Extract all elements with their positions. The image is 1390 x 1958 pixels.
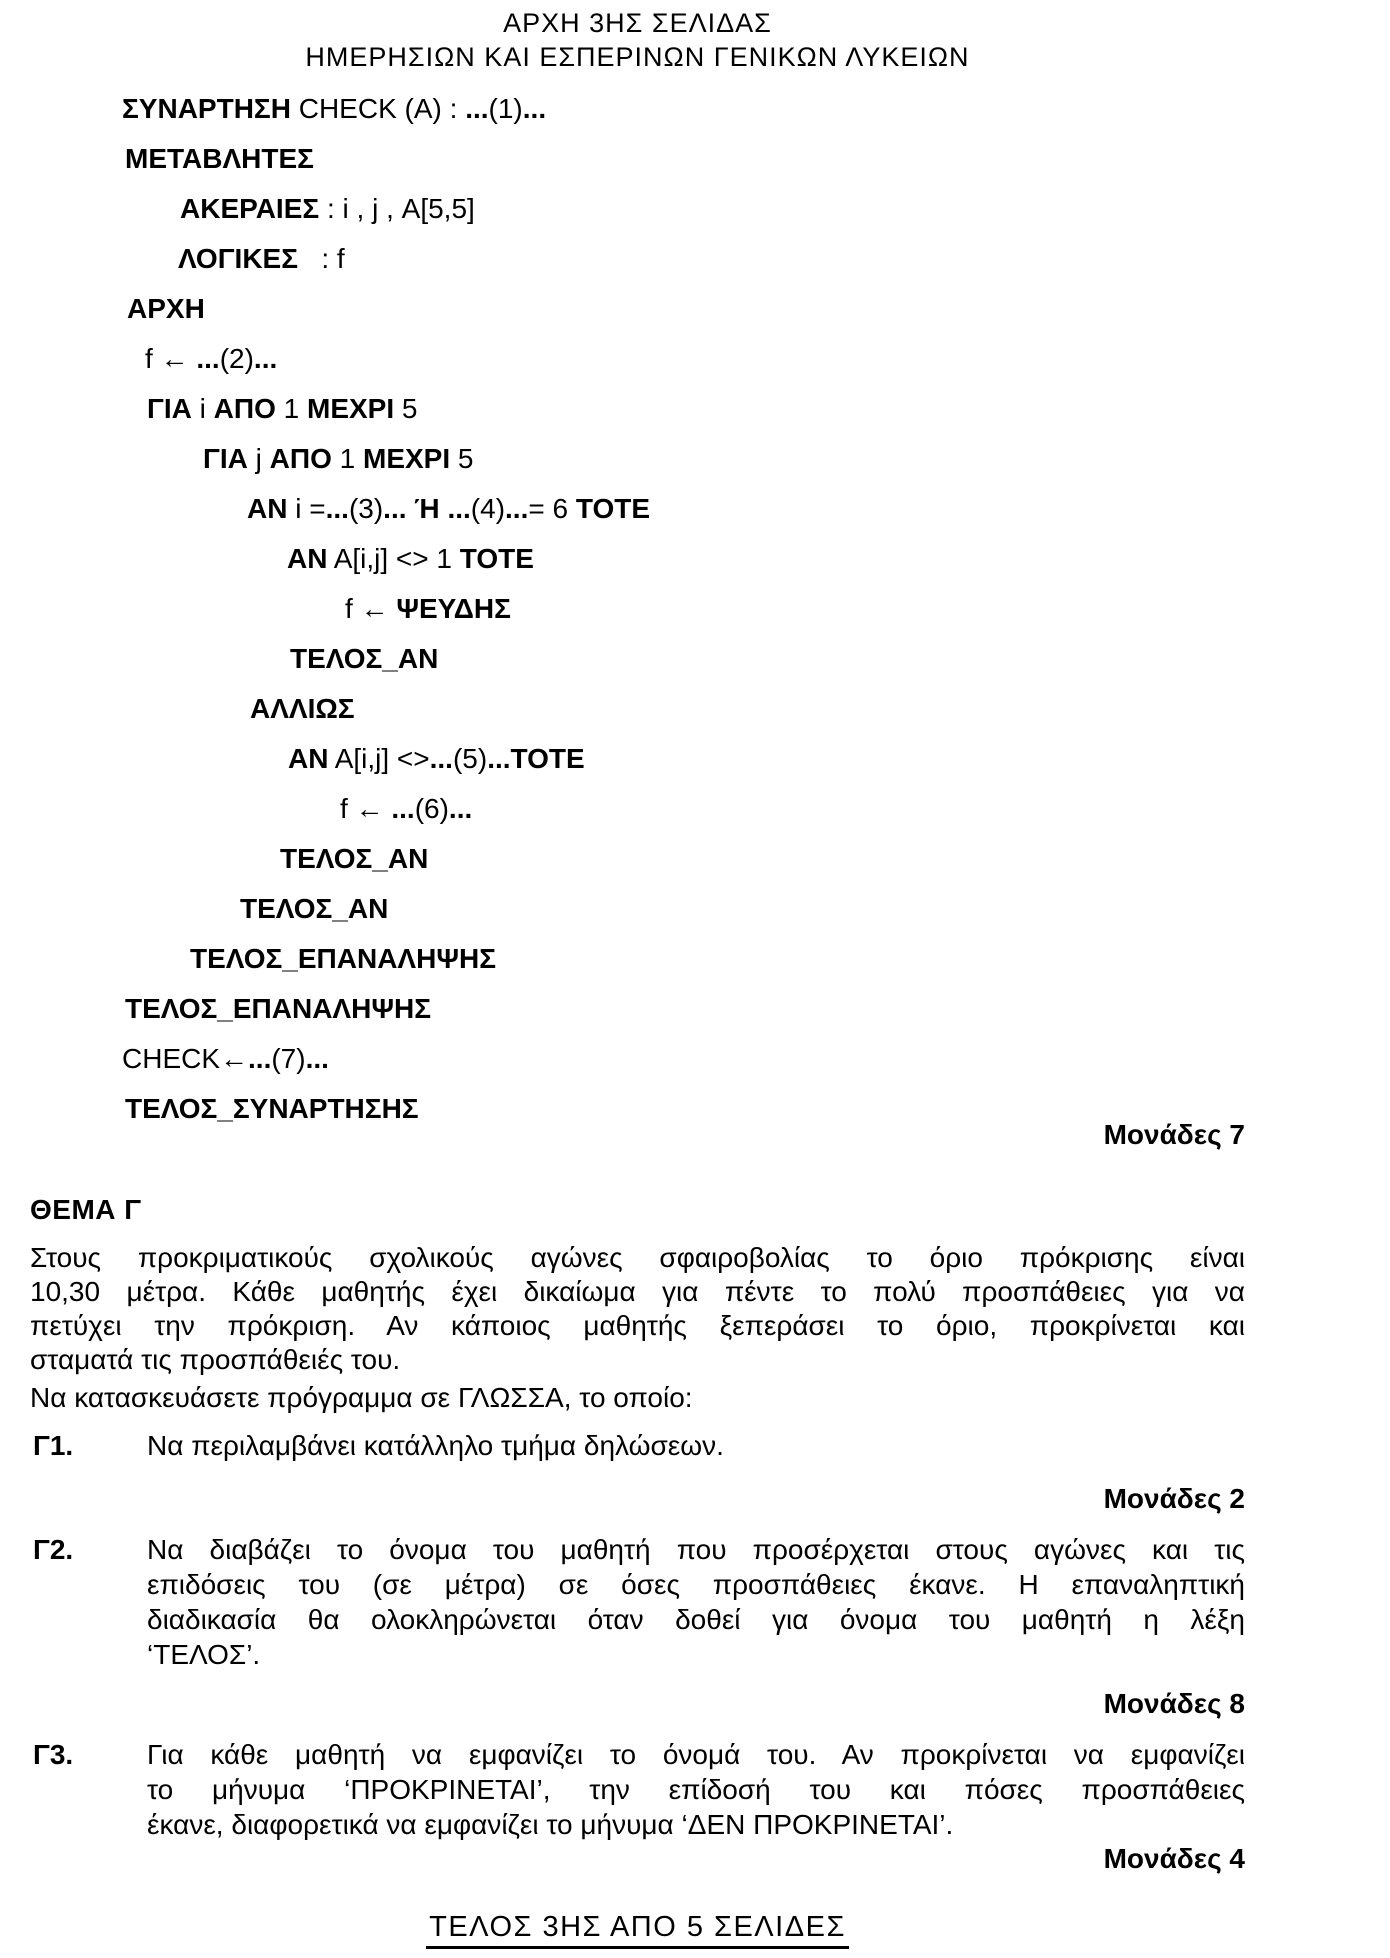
questions-section [30,1428,1245,1876]
code-segment: = 6 [528,493,576,524]
code-segment: Α[i,j] <> [328,743,430,774]
code-segment: ΤΕΛΟΣ_ΕΠΑΝΑΛΗΨΗΣ [190,943,496,974]
code-line [280,834,1245,884]
code-segment: ΣΥΝΑΡΤΗΣΗ [122,93,291,124]
code-line [190,934,1245,984]
code-segment: ΑΠΟ [213,393,276,424]
code-line [180,184,1245,234]
code-segment: ... [429,743,453,774]
code-line [287,534,1245,584]
question-body [147,1737,1245,1842]
question-line: Για κάθε μαθητή να εμφανίζει το όνομά του. Αν προκρίνεται να εμφανίζει [147,1739,1245,1770]
question-line: Να διαβάζει το όνομα του μαθητή που προσέρχεται στους αγώνες και τις [147,1534,1245,1565]
code-segment: f ← [340,793,392,824]
code-segment: ΤΟΤΕ [510,743,585,774]
code-segment: (7) [271,1043,306,1074]
code-segment: ΤΕΛΟΣ_ΑΝ [280,843,429,874]
code-segment: ΑΝ [287,543,328,574]
code-segment: CHECK (Α) : [290,93,466,124]
code-segment: ΤΕΛΟΣ_ΑΝ [240,893,389,924]
code-segment: i = [287,493,326,524]
code-line [290,634,1245,684]
code-segment: ΤΟΤΕ [575,493,651,524]
code-segment: ΤΕΛΟΣ_ΑΝ [290,643,439,674]
theme-title: ΘΕΜΑ Γ [30,1194,142,1225]
page-footer [30,1909,1245,1945]
page-header [30,6,1245,74]
code-line [288,734,1245,784]
question-row [30,1737,1245,1842]
code-segment: ... [253,343,278,374]
code-line [125,134,1245,184]
code-segment: ... [448,793,473,824]
question-row [30,1532,1245,1672]
code-line [122,1034,1245,1084]
code-segment: ... [248,1043,272,1074]
code-segment: 5 [394,393,418,424]
footer-text: ΤΕΛΟΣ 3ΗΣ ΑΠΟ 5 ΣΕΛΙΔΕΣ [426,1911,849,1949]
code-line [250,684,1245,734]
code-segment: ... [196,343,220,374]
code-segment: ΑΚΕΡΑΙΕΣ [180,193,320,224]
code-segment: (5) [452,743,488,774]
intro-line: 10,30 μέτρα. Κάθε μαθητής έχει δικαίωμα για πέντε το πολύ προσπάθειες για να [30,1276,1245,1307]
code-line [203,434,1245,484]
question-body [147,1532,1245,1672]
code-line [247,484,1245,534]
code-segment: ΜΕΧΡΙ [363,443,451,474]
question-label: Γ2. [33,1534,74,1565]
code-line [345,584,1245,634]
marks-label: Μονάδες 8 [1103,1688,1245,1719]
code-segment: ... [487,743,511,774]
code-segment: ΑΡΧΗ [127,293,205,324]
marks-label: Μονάδες 2 [1103,1483,1245,1514]
code-line [147,384,1245,434]
code-segment: Α[i,j] <> 1 [327,543,460,574]
code-segment: ... [505,493,529,524]
intro-line: Στους προκριματικούς σχολικούς αγώνες σφαιροβολίας το όριο πρόκρισης είναι [30,1242,1245,1273]
code-segment: : f [298,243,345,274]
code-line [340,784,1245,834]
code-segment: (2) [219,343,254,374]
code-segment: 1 [275,393,307,424]
code-segment: ΤΕΛΟΣ_ΕΠΑΝΑΛΗΨΗΣ [125,993,431,1024]
question-line: διαδικασία θα ολοκληρώνεται όταν δοθεί για όνομα του μαθητή η λέξη [147,1604,1245,1635]
code-segment: f ← [345,593,397,624]
code-segment: ΑΝ [288,743,329,774]
question-line: το μήνυμα ‘ΠΡΟΚΡΙΝΕΤΑΙ’, την επίδοσή του και πόσες προσπάθειες [147,1774,1245,1805]
question-line: ‘ΤΕΛΟΣ’. [147,1639,261,1670]
question-label: Γ3. [33,1739,74,1770]
code-segment: ΓΙΑ [203,443,248,474]
question-line: επιδόσεις του (σε μέτρα) σε όσες προσπάθειες έκανε. Η επαναληπτική [147,1569,1245,1600]
code-segment: : i , j , Α[5,5] [319,193,475,224]
code-segment: (4) [470,493,506,524]
header-line-1: ΑΡΧΗ 3ΗΣ ΣΕΛΙΔΑΣ [503,8,772,38]
code-segment: j [247,443,270,474]
code-segment: 5 [450,443,474,474]
theme-lead: Να κατασκευάσετε πρόγραμμα σε ΓΛΩΣΣΑ, το οποίο: [30,1382,693,1413]
code-segment: ΨΕΥΔΗΣ [396,593,511,624]
code-line [125,984,1245,1034]
theme-intro [30,1241,1245,1377]
code-segment: CHECK← [122,1043,249,1074]
code-line [145,334,1245,384]
code-line [240,884,1245,934]
code-segment: ΤΟΤΕ [459,543,534,574]
code-segment: 1 [331,443,363,474]
code-segment: i [191,393,214,424]
code-segment: (1) [488,93,523,124]
intro-line: σταματά τις προσπάθειές του. [30,1344,401,1375]
code-line [122,84,1245,134]
code-line [127,284,1245,334]
question-line: έκανε, διαφορετικά να εμφανίζει το μήνυμα ‘ΔΕΝ ΠΡΟΚΡΙΝΕΤΑΙ’. [147,1809,954,1840]
code-segment: ΜΕΤΑΒΛΗΤΕΣ [125,143,314,174]
code-line [178,234,1245,284]
code-segment: f ← [145,343,197,374]
marks-code: Μονάδες 7 [1103,1119,1245,1150]
question-row [30,1428,1245,1463]
code-segment: ... [465,93,489,124]
code-segment: ... [305,1043,329,1074]
question-body [147,1428,1245,1463]
code-segment: (3) [348,493,384,524]
question-label: Γ1. [33,1430,74,1461]
code-segment: ... [325,493,349,524]
code-segment: ΤΕΛΟΣ_ΣΥΝΑΡΤΗΣΗΣ [125,1093,419,1124]
code-segment: ... [447,493,471,524]
code-segment: ΑΛΛΙΩΣ [250,693,355,724]
code-segment: (6) [414,793,449,824]
intro-line: πετύχει την πρόκριση. Αν κάποιος μαθητής ξεπεράσει το όριο, προκρίνεται και [30,1310,1245,1341]
header-line-2: ΗΜΕΡΗΣΙΩΝ ΚΑΙ ΕΣΠΕΡΙΝΩΝ ΓΕΝΙΚΩΝ ΛΥΚΕΙΩΝ [305,42,970,72]
question-line: Να περιλαμβάνει κατάλληλο τμήμα δηλώσεων. [147,1430,724,1461]
code-segment: ... [383,493,407,524]
code-segment: ... [522,93,547,124]
code-segment: Ή [414,493,440,524]
code-segment: ΜΕΧΡΙ [307,393,395,424]
code-segment: ... [391,793,415,824]
code-segment: ΑΠΟ [269,443,332,474]
code-segment: ΓΙΑ [147,393,192,424]
pseudocode-block [122,84,1245,1134]
code-segment: ΑΝ [247,493,288,524]
marks-label: Μονάδες 4 [1103,1843,1245,1874]
code-segment: ΛΟΓΙΚΕΣ [178,243,299,274]
